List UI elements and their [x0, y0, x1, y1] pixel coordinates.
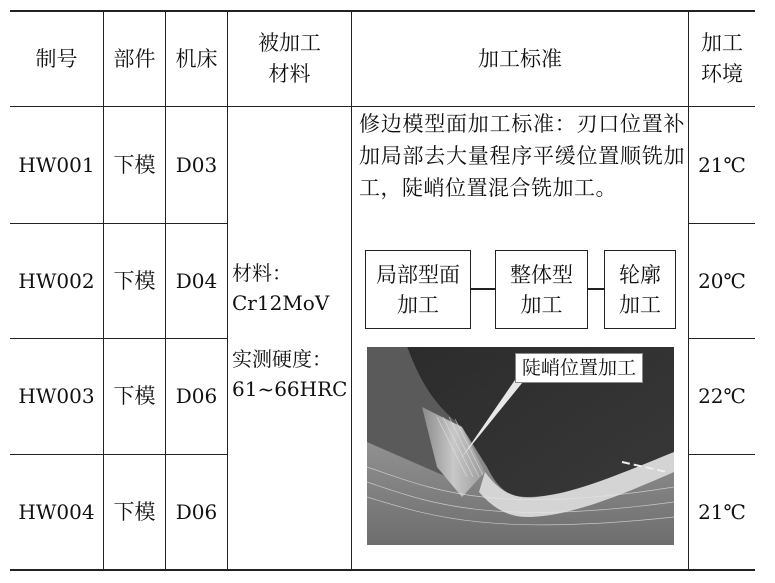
flow-step-contour: [604, 250, 676, 329]
row2-machine: D04: [175, 268, 218, 293]
header-material-line2: 材料: [268, 62, 311, 86]
machining-standard-table: [10, 10, 755, 571]
row2-code: HW002: [18, 268, 95, 293]
header-machine: 机床: [175, 46, 218, 71]
flow-step-local-surface: [365, 250, 471, 329]
header-standard: 加工标准: [478, 46, 562, 71]
flow-connector-2: [588, 288, 604, 290]
table-bottom-rule: [10, 569, 755, 571]
row4-part: 下模: [113, 499, 156, 524]
header-code: 制号: [35, 46, 78, 71]
flow-connector-1: [471, 288, 495, 290]
row3-env: 22℃: [698, 384, 746, 408]
row4-machine: D06: [175, 499, 218, 524]
material-value: Cr12MoV: [232, 291, 330, 315]
material-cell: [232, 258, 352, 404]
header-env-line1: 加工: [701, 31, 743, 55]
header-env-line2: 环境: [701, 62, 743, 86]
row4-env: 21℃: [698, 499, 746, 524]
hardness-value: 61~66HRC: [232, 377, 348, 401]
steep-area-callout: 陡峭位置加工: [515, 353, 643, 383]
header-part: 部件: [113, 46, 156, 71]
hardness-label: 实测硬度：: [232, 347, 332, 371]
header-environment: [689, 12, 755, 106]
flow-step-1-line2: 加工: [397, 292, 439, 317]
row2-env: 20℃: [698, 268, 746, 293]
row2-part: 下模: [113, 268, 156, 293]
row3-code: HW003: [18, 384, 95, 408]
row1-part: 下模: [113, 152, 156, 177]
flow-step-2-line1: 整体型: [510, 262, 573, 287]
row3-machine: D06: [175, 384, 218, 408]
standard-description: 修边模型面加工标准：刃口位置补加局部去大量程序平缓位置顺铣加工，陡峭位置混合铣加工。: [359, 112, 685, 200]
material-label: 材料：: [232, 261, 292, 285]
row1-env: 21℃: [698, 152, 746, 177]
header-material-line1: 被加工: [258, 31, 321, 55]
row1-machine: D03: [175, 152, 218, 177]
row3-part: 下模: [113, 384, 156, 408]
flow-step-3-line2: 加工: [619, 292, 661, 317]
header-material: [228, 12, 351, 106]
flow-step-2-line2: 加工: [520, 292, 563, 317]
flow-step-1-line1: 局部型面: [376, 262, 460, 287]
flow-step-3-line1: 轮廓: [619, 262, 661, 287]
flow-step-overall: [495, 250, 588, 329]
row1-code: HW001: [18, 152, 95, 177]
row4-code: HW004: [18, 499, 95, 524]
